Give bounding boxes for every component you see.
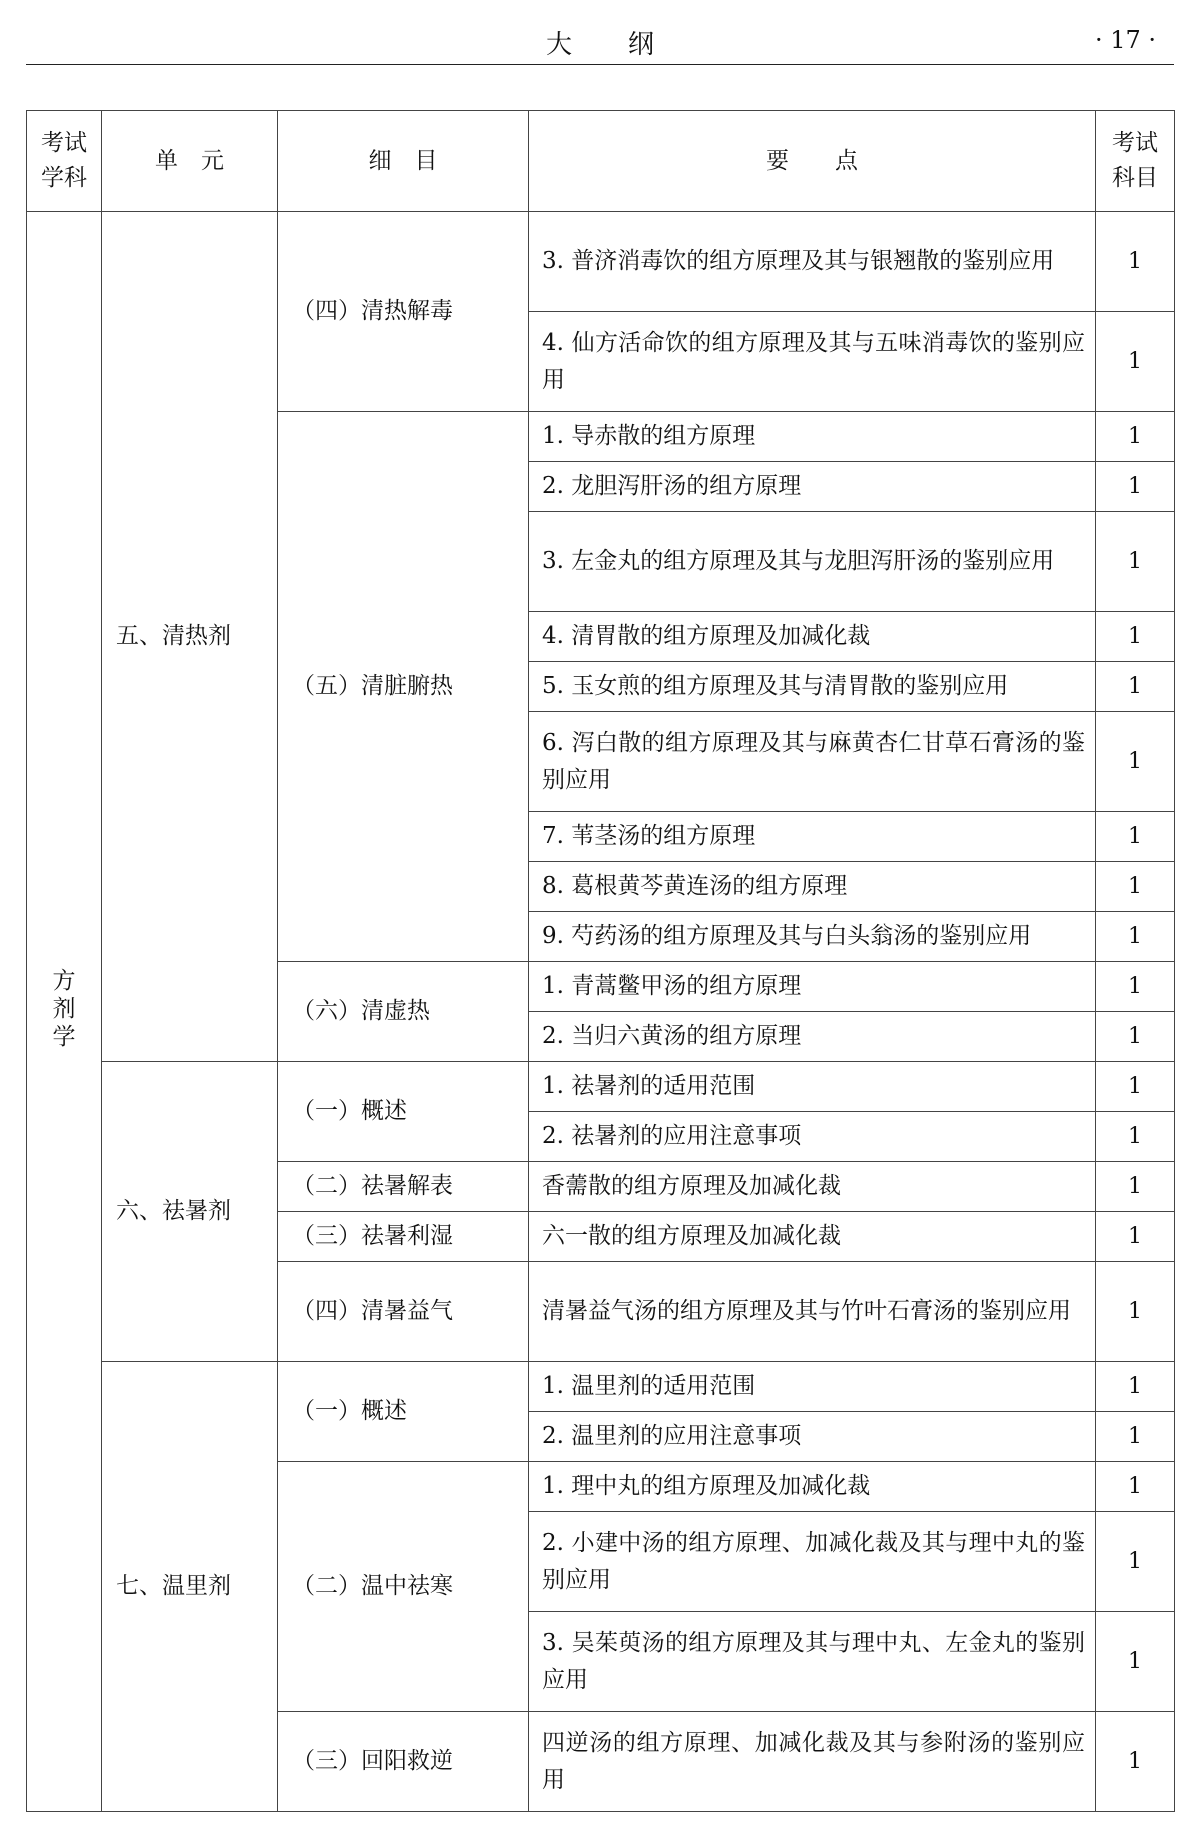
point-cell: 7. 苇茎汤的组方原理 [529, 812, 1096, 862]
level-cell: 1 [1096, 612, 1175, 662]
level-cell: 1 [1096, 412, 1175, 462]
column-header-point: 要 点 [529, 111, 1096, 212]
point-cell: 2. 当归六黄汤的组方原理 [529, 1012, 1096, 1062]
detail-cell: （一）概述 [278, 1062, 529, 1162]
level-cell: 1 [1096, 1712, 1175, 1812]
column-header-subject: 考试学科 [27, 111, 102, 212]
point-cell: 5. 玉女煎的组方原理及其与清胃散的鉴别应用 [529, 662, 1096, 712]
point-cell: 2. 祛暑剂的应用注意事项 [529, 1112, 1096, 1162]
level-cell: 1 [1096, 862, 1175, 912]
level-cell: 1 [1096, 1262, 1175, 1362]
unit-cell: 六、祛暑剂 [102, 1062, 278, 1362]
syllabus-table [26, 110, 1175, 1812]
point-cell: 2. 温里剂的应用注意事项 [529, 1412, 1096, 1462]
level-cell: 1 [1096, 1062, 1175, 1112]
point-cell: 6. 泻白散的组方原理及其与麻黄杏仁甘草石膏汤的鉴别应用 [529, 712, 1096, 812]
level-cell: 1 [1096, 662, 1175, 712]
level-cell: 1 [1096, 1112, 1175, 1162]
level-cell: 1 [1096, 1412, 1175, 1462]
point-cell: 2. 小建中汤的组方原理、加减化裁及其与理中丸的鉴别应用 [529, 1512, 1096, 1612]
point-cell: 3. 左金丸的组方原理及其与龙胆泻肝汤的鉴别应用 [529, 512, 1096, 612]
point-cell: 2. 龙胆泻肝汤的组方原理 [529, 462, 1096, 512]
level-cell: 1 [1096, 1612, 1175, 1712]
subject-cell [27, 212, 102, 1812]
point-cell: 3. 吴茱萸汤的组方原理及其与理中丸、左金丸的鉴别应用 [529, 1612, 1096, 1712]
level-cell: 1 [1096, 812, 1175, 862]
level-cell: 1 [1096, 1012, 1175, 1062]
subject-name: 方剂学 [52, 968, 76, 1050]
level-cell: 1 [1096, 962, 1175, 1012]
level-cell: 1 [1096, 512, 1175, 612]
level-cell: 1 [1096, 212, 1175, 312]
level-cell: 1 [1096, 712, 1175, 812]
point-cell: 1. 青蒿鳖甲汤的组方原理 [529, 962, 1096, 1012]
unit-cell: 七、温里剂 [102, 1362, 278, 1812]
point-cell: 8. 葛根黄芩黄连汤的组方原理 [529, 862, 1096, 912]
detail-cell: （六）清虚热 [278, 962, 529, 1062]
level-cell: 1 [1096, 1162, 1175, 1212]
point-cell: 9. 芍药汤的组方原理及其与白头翁汤的鉴别应用 [529, 912, 1096, 962]
detail-cell: （五）清脏腑热 [278, 412, 529, 962]
column-header-level: 考试科目 [1096, 111, 1175, 212]
point-cell: 4. 仙方活命饮的组方原理及其与五味消毒饮的鉴别应用 [529, 312, 1096, 412]
column-header-unit: 单 元 [102, 111, 278, 212]
level-cell: 1 [1096, 1362, 1175, 1412]
point-cell: 1. 祛暑剂的适用范围 [529, 1062, 1096, 1112]
point-cell: 4. 清胃散的组方原理及加减化裁 [529, 612, 1096, 662]
level-cell: 1 [1096, 312, 1175, 412]
table-row [27, 212, 1175, 312]
level-cell: 1 [1096, 1212, 1175, 1262]
header-title: 大纲 [545, 30, 710, 60]
point-cell: 1. 理中丸的组方原理及加减化裁 [529, 1462, 1096, 1512]
page-number: · 17 · [1094, 26, 1156, 54]
level-cell: 1 [1096, 462, 1175, 512]
point-cell: 清暑益气汤的组方原理及其与竹叶石膏汤的鉴别应用 [529, 1262, 1096, 1362]
point-cell: 1. 温里剂的适用范围 [529, 1362, 1096, 1412]
table-row [27, 1362, 1175, 1412]
column-header-detail: 细 目 [278, 111, 529, 212]
point-cell: 四逆汤的组方原理、加减化裁及其与参附汤的鉴别应用 [529, 1712, 1096, 1812]
detail-cell: （一）概述 [278, 1362, 529, 1462]
detail-cell: （二）温中祛寒 [278, 1462, 529, 1712]
level-cell: 1 [1096, 1512, 1175, 1612]
unit-cell: 五、清热剂 [102, 212, 278, 1062]
table-row [27, 1062, 1175, 1112]
point-cell: 1. 导赤散的组方原理 [529, 412, 1096, 462]
point-cell: 3. 普济消毒饮的组方原理及其与银翘散的鉴别应用 [529, 212, 1096, 312]
detail-cell: （四）清热解毒 [278, 212, 529, 412]
level-cell: 1 [1096, 1462, 1175, 1512]
detail-cell: （三）祛暑利湿 [278, 1212, 529, 1262]
level-cell: 1 [1096, 912, 1175, 962]
detail-cell: （三）回阳救逆 [278, 1712, 529, 1812]
point-cell: 六一散的组方原理及加减化裁 [529, 1212, 1096, 1262]
point-cell: 香薷散的组方原理及加减化裁 [529, 1162, 1096, 1212]
detail-cell: （四）清暑益气 [278, 1262, 529, 1362]
page-header [26, 0, 1174, 65]
detail-cell: （二）祛暑解表 [278, 1162, 529, 1212]
table-header-row [27, 111, 1175, 212]
